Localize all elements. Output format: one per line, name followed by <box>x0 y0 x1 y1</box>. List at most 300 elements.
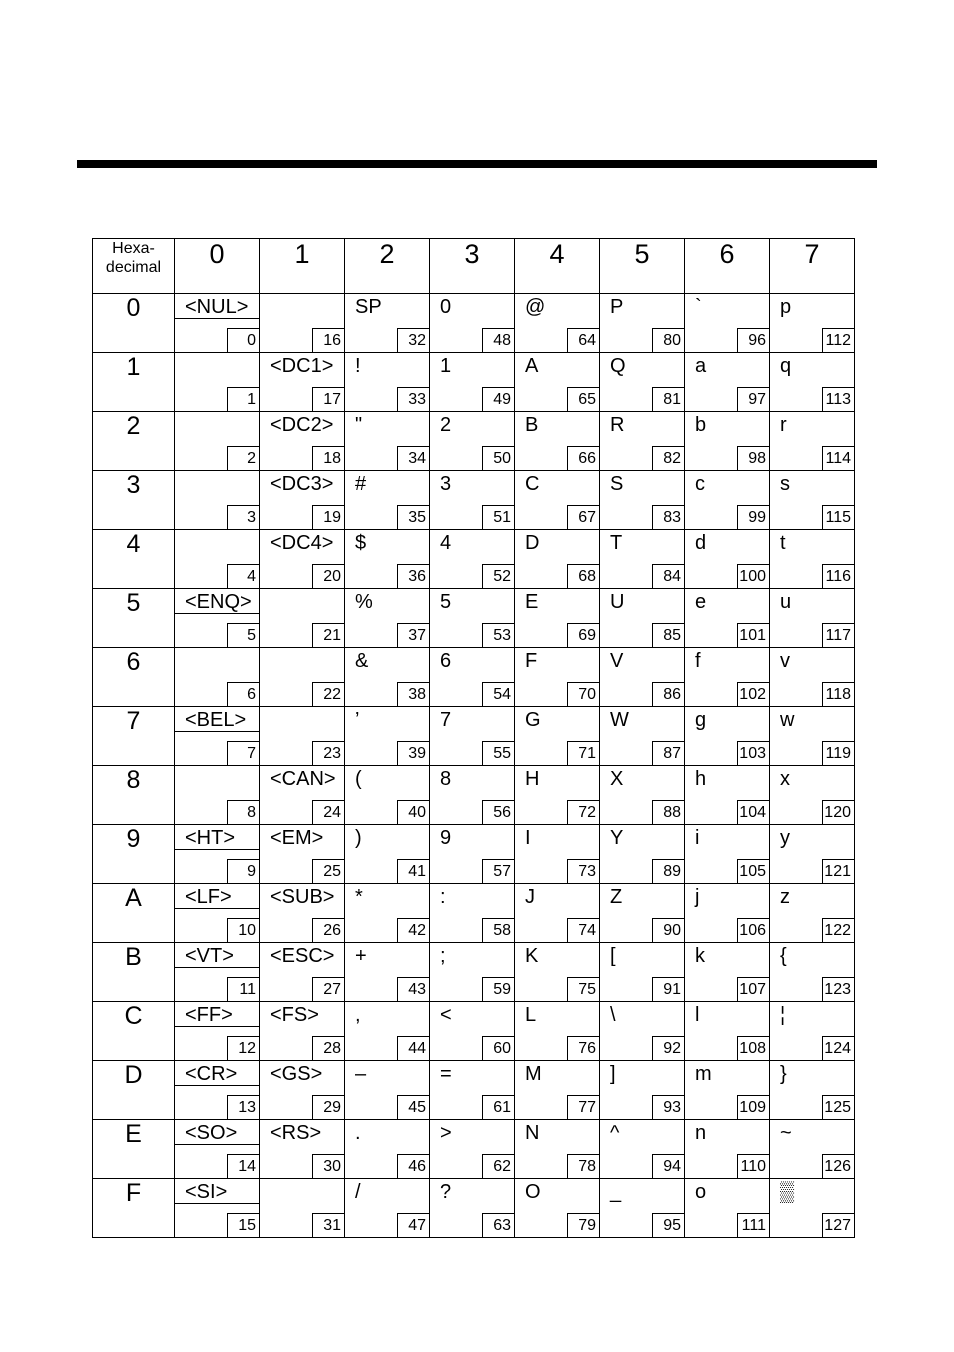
char-label: A <box>525 355 539 377</box>
char-label: = <box>440 1063 452 1085</box>
char-cell <box>770 471 855 530</box>
char-cell <box>685 825 770 884</box>
char-label: <SI> <box>185 1181 228 1203</box>
char-cell <box>515 707 600 766</box>
decimal-code: 8 <box>227 800 259 824</box>
char-label: 1 <box>440 355 452 377</box>
decimal-code: 5 <box>227 623 259 647</box>
decimal-code: 116 <box>822 564 854 588</box>
char-cell <box>345 825 430 884</box>
decimal-code: 51 <box>482 505 514 529</box>
char-label: G <box>525 709 541 731</box>
decimal-code: 69 <box>567 623 599 647</box>
char-label: n <box>695 1122 707 1144</box>
char-label: <SO> <box>185 1122 238 1144</box>
char-label: J <box>525 886 535 908</box>
char-label: y <box>780 827 790 849</box>
char-label: } <box>780 1063 787 1085</box>
char-label: D <box>525 532 540 554</box>
decimal-code: 28 <box>312 1036 344 1060</box>
char-label: Y <box>610 827 624 849</box>
char-cell <box>345 294 430 353</box>
decimal-code: 22 <box>312 682 344 706</box>
char-label: 3 <box>440 473 452 495</box>
char-cell <box>770 943 855 1002</box>
char-cell <box>685 530 770 589</box>
decimal-code: 93 <box>652 1095 684 1119</box>
char-cell <box>515 1179 600 1238</box>
char-label: ? <box>440 1181 452 1203</box>
table-row <box>93 471 855 530</box>
char-cell <box>515 1002 600 1061</box>
decimal-code: 90 <box>652 918 684 942</box>
char-label: B <box>525 414 539 436</box>
character-code-table <box>92 238 855 1238</box>
decimal-code: 83 <box>652 505 684 529</box>
decimal-code: 30 <box>312 1154 344 1178</box>
char-cell <box>175 294 260 353</box>
char-cell <box>260 471 345 530</box>
char-label: H <box>525 768 540 790</box>
char-cell <box>600 589 685 648</box>
column-header: 1 <box>260 239 345 294</box>
column-header: 0 <box>175 239 260 294</box>
table-row <box>93 1179 855 1238</box>
char-cell <box>175 530 260 589</box>
char-label: <GS> <box>270 1063 323 1085</box>
char-cell <box>175 825 260 884</box>
decimal-code: 91 <box>652 977 684 1001</box>
char-label: T <box>610 532 623 554</box>
char-label: ^ <box>610 1122 620 1144</box>
char-cell <box>430 471 515 530</box>
char-cell <box>260 412 345 471</box>
decimal-code: 44 <box>397 1036 429 1060</box>
decimal-code: 106 <box>737 918 769 942</box>
char-cell <box>770 648 855 707</box>
char-cell <box>770 825 855 884</box>
char-label: + <box>355 945 367 967</box>
char-label: Q <box>610 355 626 377</box>
table-row <box>93 884 855 943</box>
decimal-code: 71 <box>567 741 599 765</box>
char-label: i <box>695 827 700 849</box>
table-row <box>93 648 855 707</box>
char-label: <ENQ> <box>185 591 252 613</box>
char-label: ! <box>355 355 361 377</box>
table-row <box>93 530 855 589</box>
decimal-code: 36 <box>397 564 429 588</box>
char-label: <BEL> <box>185 709 247 731</box>
char-label: I <box>525 827 531 849</box>
char-cell <box>345 1179 430 1238</box>
decimal-code: 92 <box>652 1036 684 1060</box>
char-label: " <box>355 414 363 436</box>
decimal-code: 52 <box>482 564 514 588</box>
char-label: 2 <box>440 414 452 436</box>
decimal-code: 45 <box>397 1095 429 1119</box>
decimal-code: 0 <box>227 328 259 352</box>
decimal-code: 121 <box>822 859 854 883</box>
char-label: e <box>695 591 707 613</box>
decimal-code: 54 <box>482 682 514 706</box>
char-cell <box>770 884 855 943</box>
char-cell <box>260 1061 345 1120</box>
decimal-code: 68 <box>567 564 599 588</box>
char-label: # <box>355 473 367 495</box>
char-cell <box>685 1002 770 1061</box>
char-cell <box>260 294 345 353</box>
char-label: E <box>525 591 539 613</box>
decimal-code: 15 <box>227 1213 259 1237</box>
decimal-code: 75 <box>567 977 599 1001</box>
decimal-code: 103 <box>737 741 769 765</box>
decimal-code: 74 <box>567 918 599 942</box>
char-label: : <box>440 886 446 908</box>
table-row <box>93 589 855 648</box>
char-label: f <box>695 650 701 672</box>
char-label: <FF> <box>185 1004 233 1026</box>
table-row <box>93 825 855 884</box>
decimal-code: 48 <box>482 328 514 352</box>
char-label: ; <box>440 945 446 967</box>
char-cell <box>175 412 260 471</box>
decimal-code: 105 <box>737 859 769 883</box>
char-label: u <box>780 591 792 613</box>
char-cell <box>600 530 685 589</box>
char-cell <box>175 1061 260 1120</box>
row-header: 1 <box>93 353 175 412</box>
decimal-code: 43 <box>397 977 429 1001</box>
char-cell <box>345 353 430 412</box>
decimal-code: 13 <box>227 1095 259 1119</box>
char-cell <box>515 825 600 884</box>
row-header: 7 <box>93 707 175 766</box>
char-cell <box>515 412 600 471</box>
decimal-code: 98 <box>737 446 769 470</box>
decimal-code: 108 <box>737 1036 769 1060</box>
decimal-code: 96 <box>737 328 769 352</box>
char-cell <box>175 1179 260 1238</box>
char-label: <ESC> <box>270 945 335 967</box>
char-cell <box>345 1061 430 1120</box>
char-label: a <box>695 355 707 377</box>
char-label: [ <box>610 945 616 967</box>
char-label: $ <box>355 532 367 554</box>
header-row <box>93 239 855 294</box>
char-label: <DC3> <box>270 473 334 495</box>
char-label: Z <box>610 886 623 908</box>
char-cell <box>770 353 855 412</box>
decimal-code: 59 <box>482 977 514 1001</box>
char-label: 0 <box>440 296 452 318</box>
char-label: b <box>695 414 707 436</box>
column-header: 6 <box>685 239 770 294</box>
char-cell <box>175 884 260 943</box>
row-header: A <box>93 884 175 943</box>
char-cell <box>345 1002 430 1061</box>
char-label: s <box>780 473 790 495</box>
char-cell <box>430 1061 515 1120</box>
char-label: <DC4> <box>270 532 334 554</box>
char-cell <box>260 589 345 648</box>
decimal-code: 17 <box>312 387 344 411</box>
char-label: < <box>440 1004 452 1026</box>
char-label: R <box>610 414 625 436</box>
decimal-code: 11 <box>227 977 259 1001</box>
char-label: g <box>695 709 707 731</box>
decimal-code: 39 <box>397 741 429 765</box>
char-cell <box>260 707 345 766</box>
decimal-code: 113 <box>822 387 854 411</box>
decimal-code: 65 <box>567 387 599 411</box>
decimal-code: 102 <box>737 682 769 706</box>
decimal-code: 63 <box>482 1213 514 1237</box>
char-cell <box>770 707 855 766</box>
decimal-code: 78 <box>567 1154 599 1178</box>
decimal-code: 20 <box>312 564 344 588</box>
char-cell <box>600 707 685 766</box>
char-label: m <box>695 1063 712 1085</box>
char-cell <box>600 1061 685 1120</box>
decimal-code: 67 <box>567 505 599 529</box>
char-label: ] <box>610 1063 616 1085</box>
char-label: U <box>610 591 625 613</box>
char-cell <box>430 943 515 1002</box>
decimal-code: 97 <box>737 387 769 411</box>
decimal-code: 61 <box>482 1095 514 1119</box>
char-cell <box>430 1002 515 1061</box>
table-row <box>93 766 855 825</box>
decimal-code: 95 <box>652 1213 684 1237</box>
char-cell <box>260 530 345 589</box>
char-label: 4 <box>440 532 452 554</box>
char-cell <box>515 589 600 648</box>
row-header: 0 <box>93 294 175 353</box>
decimal-code: 37 <box>397 623 429 647</box>
char-label: <CAN> <box>270 768 336 790</box>
table-row <box>93 353 855 412</box>
char-label: 9 <box>440 827 452 849</box>
decimal-code: 127 <box>822 1213 854 1237</box>
char-cell <box>175 648 260 707</box>
char-cell <box>685 884 770 943</box>
char-label: @ <box>525 296 546 318</box>
row-header: 6 <box>93 648 175 707</box>
char-label: . <box>355 1122 361 1144</box>
row-header: 3 <box>93 471 175 530</box>
decimal-code: 112 <box>822 328 854 352</box>
char-cell <box>770 1120 855 1179</box>
decimal-code: 81 <box>652 387 684 411</box>
char-cell <box>260 1002 345 1061</box>
char-label: ) <box>355 827 362 849</box>
char-label: <CR> <box>185 1063 238 1085</box>
decimal-code: 24 <box>312 800 344 824</box>
column-header: 5 <box>600 239 685 294</box>
row-header: E <box>93 1120 175 1179</box>
char-label: S <box>610 473 624 495</box>
char-cell <box>770 1002 855 1061</box>
decimal-code: 118 <box>822 682 854 706</box>
char-cell <box>770 589 855 648</box>
decimal-code: 84 <box>652 564 684 588</box>
char-label: K <box>525 945 539 967</box>
char-label: ▒ <box>780 1181 795 1203</box>
decimal-code: 47 <box>397 1213 429 1237</box>
decimal-code: 38 <box>397 682 429 706</box>
char-cell <box>685 766 770 825</box>
decimal-code: 41 <box>397 859 429 883</box>
decimal-code: 109 <box>737 1095 769 1119</box>
char-cell <box>345 471 430 530</box>
char-cell <box>260 766 345 825</box>
char-cell <box>600 294 685 353</box>
char-label: 6 <box>440 650 452 672</box>
decimal-code: 60 <box>482 1036 514 1060</box>
label-underline <box>175 1144 259 1145</box>
row-header: 2 <box>93 412 175 471</box>
char-cell <box>685 1179 770 1238</box>
decimal-code: 53 <box>482 623 514 647</box>
char-label: C <box>525 473 540 495</box>
char-cell <box>175 353 260 412</box>
decimal-code: 94 <box>652 1154 684 1178</box>
char-cell <box>600 884 685 943</box>
char-label: 8 <box>440 768 452 790</box>
decimal-code: 9 <box>227 859 259 883</box>
decimal-code: 3 <box>227 505 259 529</box>
decimal-code: 100 <box>737 564 769 588</box>
decimal-code: 55 <box>482 741 514 765</box>
decimal-code: 4 <box>227 564 259 588</box>
char-label: c <box>695 473 705 495</box>
char-cell <box>770 766 855 825</box>
decimal-code: 33 <box>397 387 429 411</box>
char-cell <box>770 294 855 353</box>
decimal-code: 31 <box>312 1213 344 1237</box>
char-cell <box>175 943 260 1002</box>
decimal-code: 99 <box>737 505 769 529</box>
char-cell <box>515 294 600 353</box>
label-underline <box>175 1085 259 1086</box>
column-header: 3 <box>430 239 515 294</box>
decimal-code: 25 <box>312 859 344 883</box>
decimal-code: 110 <box>737 1154 769 1178</box>
decimal-code: 111 <box>737 1213 769 1237</box>
char-label: – <box>355 1063 367 1085</box>
decimal-code: 87 <box>652 741 684 765</box>
char-cell <box>345 707 430 766</box>
decimal-code: 58 <box>482 918 514 942</box>
decimal-code: 35 <box>397 505 429 529</box>
char-label: ’ <box>355 709 360 731</box>
char-label: d <box>695 532 707 554</box>
decimal-code: 29 <box>312 1095 344 1119</box>
char-cell <box>515 1061 600 1120</box>
decimal-code: 115 <box>822 505 854 529</box>
char-label: _ <box>610 1181 622 1203</box>
table-row <box>93 943 855 1002</box>
char-cell <box>345 648 430 707</box>
char-label: M <box>525 1063 542 1085</box>
char-cell <box>515 884 600 943</box>
label-underline <box>175 967 259 968</box>
char-label: <VT> <box>185 945 234 967</box>
char-cell <box>685 648 770 707</box>
decimal-code: 10 <box>227 918 259 942</box>
row-header: F <box>93 1179 175 1238</box>
char-cell <box>600 943 685 1002</box>
char-cell <box>430 353 515 412</box>
char-label: <FS> <box>270 1004 319 1026</box>
decimal-code: 120 <box>822 800 854 824</box>
char-label: 5 <box>440 591 452 613</box>
top-rule <box>77 160 877 168</box>
char-label: > <box>440 1122 452 1144</box>
char-cell <box>600 1120 685 1179</box>
char-cell <box>260 884 345 943</box>
char-label: r <box>780 414 787 436</box>
decimal-code: 73 <box>567 859 599 883</box>
char-cell <box>345 589 430 648</box>
char-label: w <box>780 709 795 731</box>
row-header: C <box>93 1002 175 1061</box>
decimal-code: 21 <box>312 623 344 647</box>
char-cell <box>600 825 685 884</box>
char-label: / <box>355 1181 361 1203</box>
decimal-code: 114 <box>822 446 854 470</box>
decimal-code: 126 <box>822 1154 854 1178</box>
char-cell <box>430 589 515 648</box>
char-label: k <box>695 945 705 967</box>
decimal-code: 6 <box>227 682 259 706</box>
char-label: l <box>695 1004 700 1026</box>
char-cell <box>430 648 515 707</box>
decimal-code: 72 <box>567 800 599 824</box>
char-label: <HT> <box>185 827 236 849</box>
table-row <box>93 1061 855 1120</box>
char-label: t <box>780 532 786 554</box>
char-cell <box>515 648 600 707</box>
decimal-code: 26 <box>312 918 344 942</box>
char-cell <box>260 1179 345 1238</box>
decimal-code: 77 <box>567 1095 599 1119</box>
char-label: z <box>780 886 790 908</box>
char-cell <box>175 1002 260 1061</box>
char-label: { <box>780 945 787 967</box>
table-body <box>93 294 855 1238</box>
label-underline <box>175 1026 259 1027</box>
char-cell <box>515 766 600 825</box>
char-label: h <box>695 768 707 790</box>
char-cell <box>515 353 600 412</box>
table-row <box>93 1002 855 1061</box>
decimal-code: 101 <box>737 623 769 647</box>
char-label: <LF> <box>185 886 232 908</box>
char-label: ¦ <box>780 1004 786 1026</box>
decimal-code: 122 <box>822 918 854 942</box>
char-label: q <box>780 355 792 377</box>
char-cell <box>260 353 345 412</box>
char-cell <box>175 589 260 648</box>
label-underline <box>175 731 259 732</box>
label-underline <box>175 849 259 850</box>
char-cell <box>600 471 685 530</box>
row-header: D <box>93 1061 175 1120</box>
char-cell <box>345 884 430 943</box>
char-cell <box>175 1120 260 1179</box>
